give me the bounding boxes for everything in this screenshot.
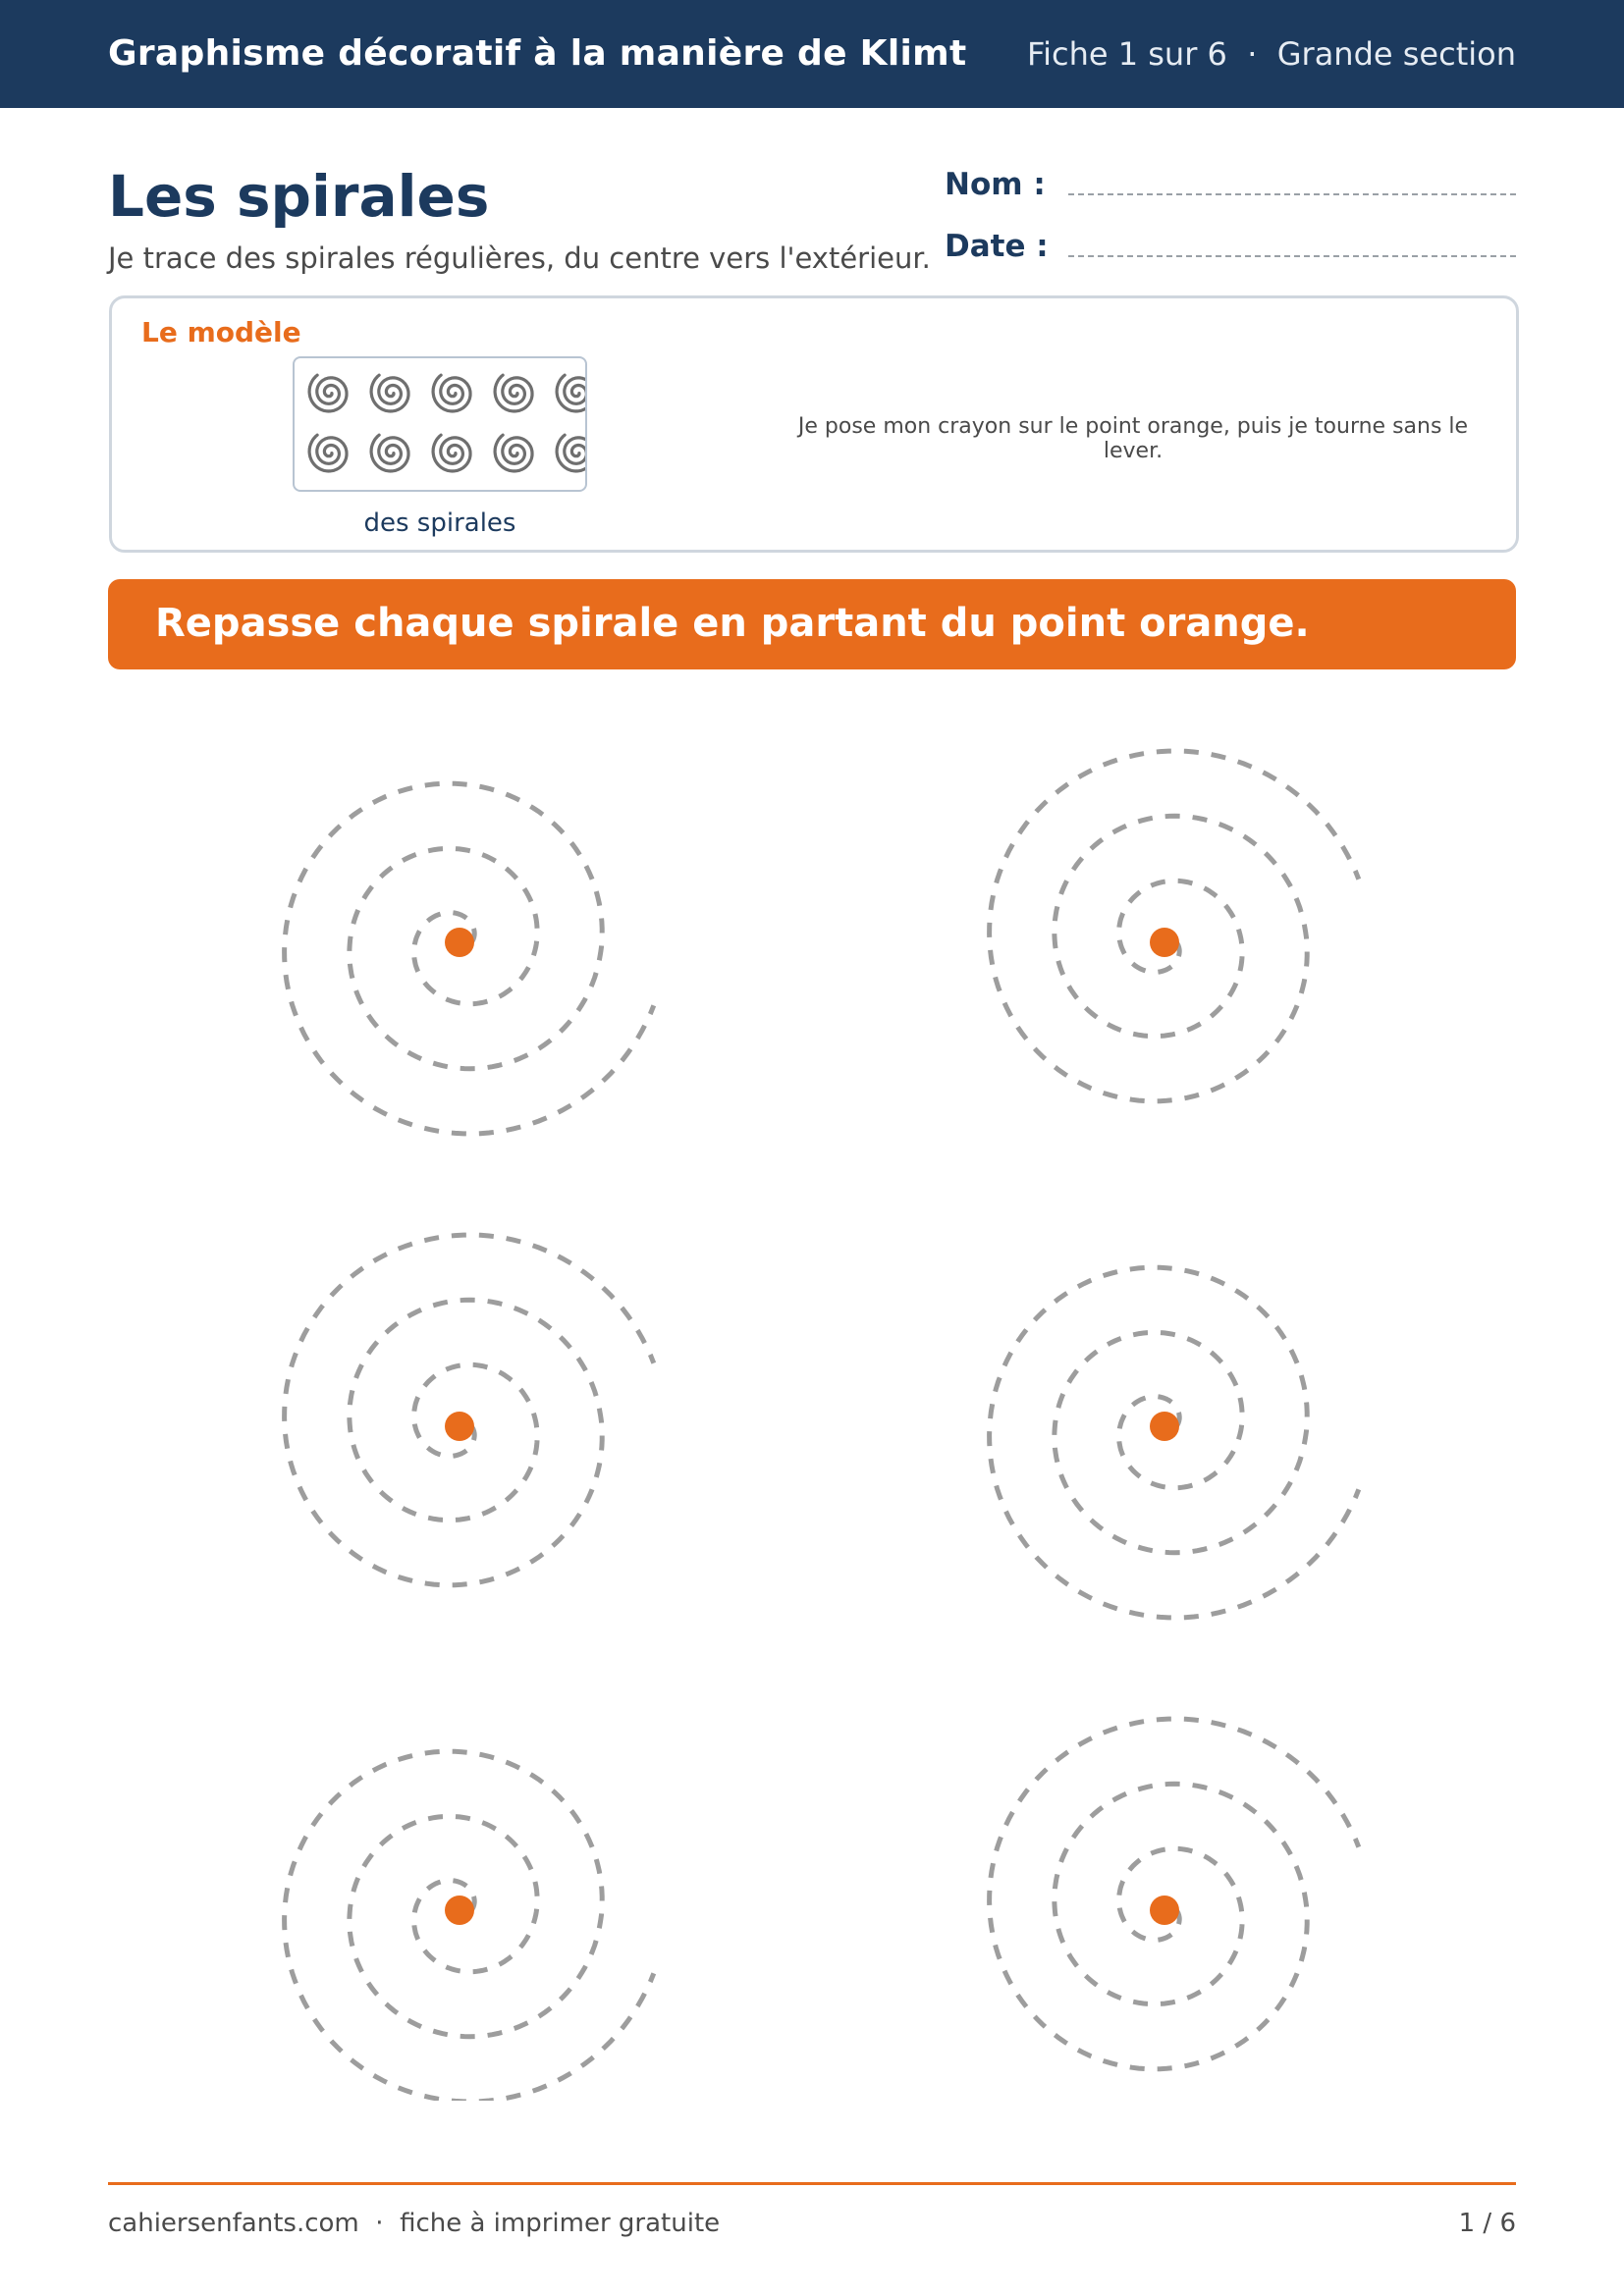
start-dot — [1150, 928, 1179, 957]
model-spiral — [371, 435, 408, 471]
tracing-spiral[interactable] — [285, 1751, 654, 2101]
date-field[interactable] — [1068, 255, 1516, 257]
model-spiral — [495, 435, 532, 471]
model-label: Le modèle — [141, 316, 301, 348]
worksheet-meta — [1027, 35, 1516, 73]
start-dot — [445, 1896, 474, 1925]
instruction-banner — [108, 579, 1516, 669]
model-instruction: Je pose mon crayon sur le point orange, puis je tourne sans le lever. — [797, 414, 1469, 463]
model-caption: des spirales — [363, 508, 516, 538]
model-box — [109, 295, 1519, 553]
model-spiral — [557, 435, 585, 471]
sheet-number: Fiche 1 sur 6 — [1027, 35, 1227, 73]
footer-note: fiche à imprimer gratuite — [400, 2209, 721, 2238]
page-subtitle: Je trace des spirales régulières, du centre vers l'extérieur. — [108, 241, 931, 275]
model-spiral — [309, 375, 347, 411]
page-title: Les spirales — [108, 163, 490, 230]
worksheet-series-title: Graphisme décoratif à la manière de Klimt — [108, 33, 967, 74]
model-pattern-tile — [293, 356, 587, 492]
tracing-spiral[interactable] — [990, 1267, 1359, 1618]
footer-site: cahiersenfants.com — [108, 2209, 359, 2238]
model-spiral — [433, 375, 470, 411]
meta-separator: · — [1226, 35, 1277, 73]
header-bar — [0, 0, 1624, 108]
model-spiral — [495, 375, 532, 411]
model-spirals-illustration — [295, 358, 585, 490]
model-spiral — [371, 375, 408, 411]
footer-rule — [108, 2182, 1516, 2185]
model-spiral — [309, 435, 347, 471]
page-indicator: 1 / 6 — [1458, 2209, 1516, 2238]
model-spiral — [433, 435, 470, 471]
model-spiral — [557, 375, 585, 411]
name-label: Nom : — [945, 167, 1046, 202]
tracing-spiral[interactable] — [285, 783, 654, 1134]
tracing-spiral[interactable] — [285, 1235, 654, 1585]
date-label: Date : — [945, 229, 1049, 264]
start-dot — [445, 928, 474, 957]
start-dot — [445, 1412, 474, 1441]
footer-separator: · — [358, 2209, 401, 2238]
footer-source — [108, 2209, 720, 2238]
instruction-text: Repasse chaque spirale en partant du point orange. — [155, 601, 1310, 646]
name-field[interactable] — [1068, 193, 1516, 195]
tracing-spiral[interactable] — [990, 751, 1359, 1101]
start-dot — [1150, 1896, 1179, 1925]
tracing-spiral[interactable] — [990, 1719, 1359, 2069]
start-dot — [1150, 1412, 1179, 1441]
tracing-spirals-area — [0, 707, 1624, 2101]
grade-level: Grande section — [1276, 35, 1516, 73]
